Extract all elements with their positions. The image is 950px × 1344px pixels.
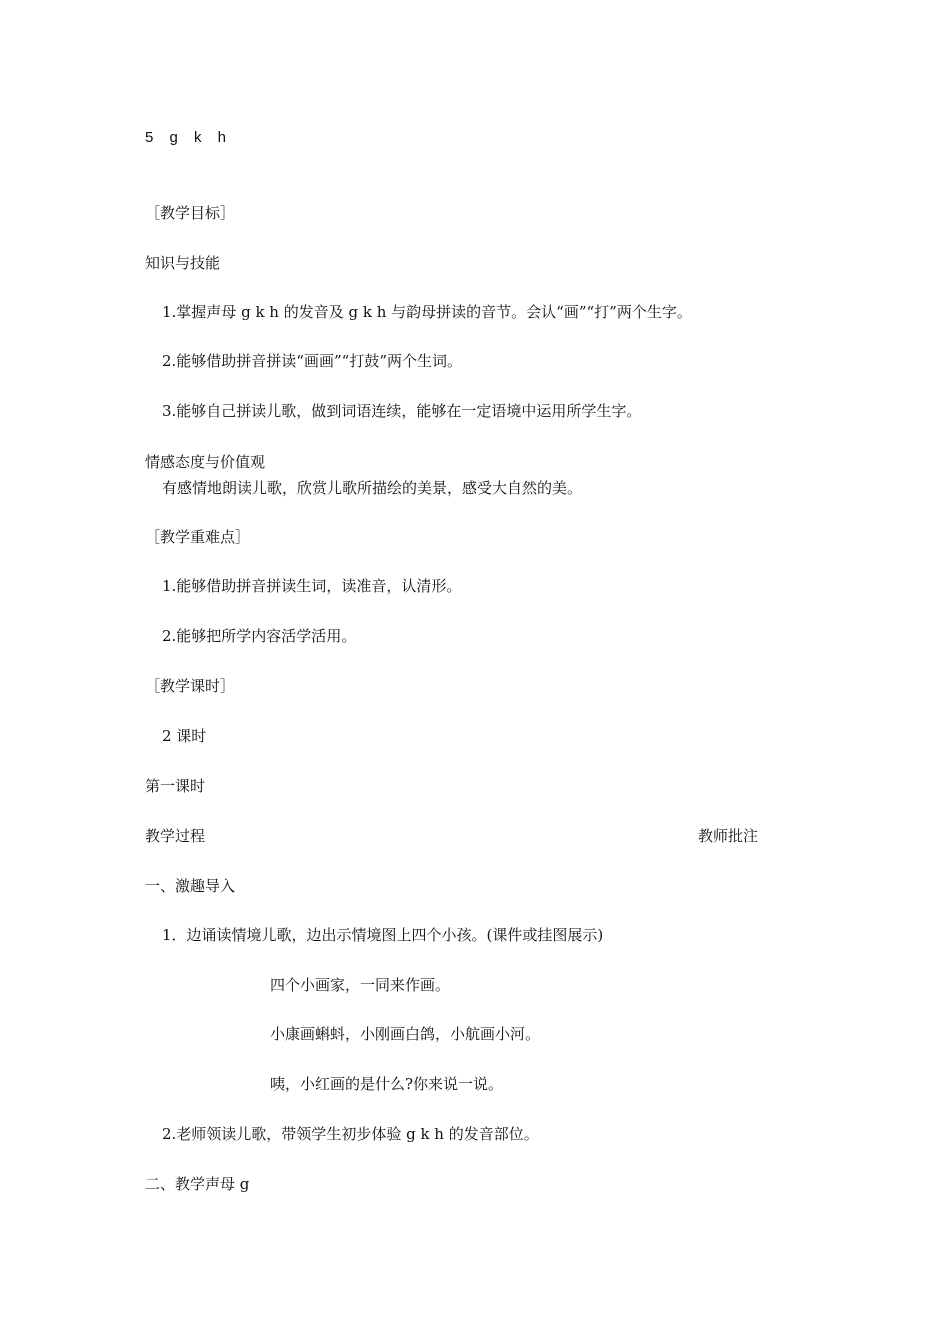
poem-line-2: 小康画蝌蚪，小刚画白鸽，小航画小河。 [270, 1025, 541, 1043]
knowledge-skills-label: 知识与技能 [145, 254, 221, 272]
hours-header: ［教学课时］ [145, 677, 236, 695]
poem-line-3: 咦，小红画的是什么?你来说一说。 [270, 1075, 504, 1093]
step-2-text: 2.老师领读儿歌，带领学生初步体验 g k h 的发音部位。 [162, 1125, 539, 1143]
lesson-title: 5 g k h [145, 129, 233, 146]
section-1-title: 一、激趣导入 [145, 877, 236, 895]
step-1-text: 1．边诵读情境儿歌，边出示情境图上四个小孩。(课件或挂图展示) [162, 926, 604, 944]
objective-item-1: 1.掌握声母 g k h 的发音及 g k h 与韵母拼读的音节。会认“画”“打”两个生字。 [162, 303, 692, 321]
objective-item-3: 3.能够自己拼读儿歌，做到词语连续，能够在一定语境中运用所学生字。 [162, 402, 642, 420]
section-2-title: 二、教学声母 g [145, 1175, 250, 1193]
key-point-item-1: 1.能够借助拼音拼读生词，读准音，认清形。 [162, 577, 462, 595]
first-lesson-label: 第一课时 [145, 777, 206, 795]
emotion-values-text: 有感情地朗读儿歌，欣赏儿歌所描绘的美景，感受大自然的美。 [162, 479, 583, 497]
objective-item-2: 2.能够借助拼音拼读“画画”“打鼓”两个生词。 [162, 352, 462, 370]
key-point-item-2: 2.能够把所学内容活学活用。 [162, 627, 357, 645]
teacher-notes-label: 教师批注 [698, 827, 759, 845]
poem-line-1: 四个小画家，一同来作画。 [270, 976, 451, 994]
key-points-header: ［教学重难点］ [145, 528, 251, 546]
process-label: 教学过程 [145, 827, 206, 845]
objectives-header: ［教学目标］ [145, 204, 236, 222]
emotion-values-label: 情感态度与价值观 [145, 453, 266, 471]
hours-text: 2 课时 [162, 727, 207, 745]
